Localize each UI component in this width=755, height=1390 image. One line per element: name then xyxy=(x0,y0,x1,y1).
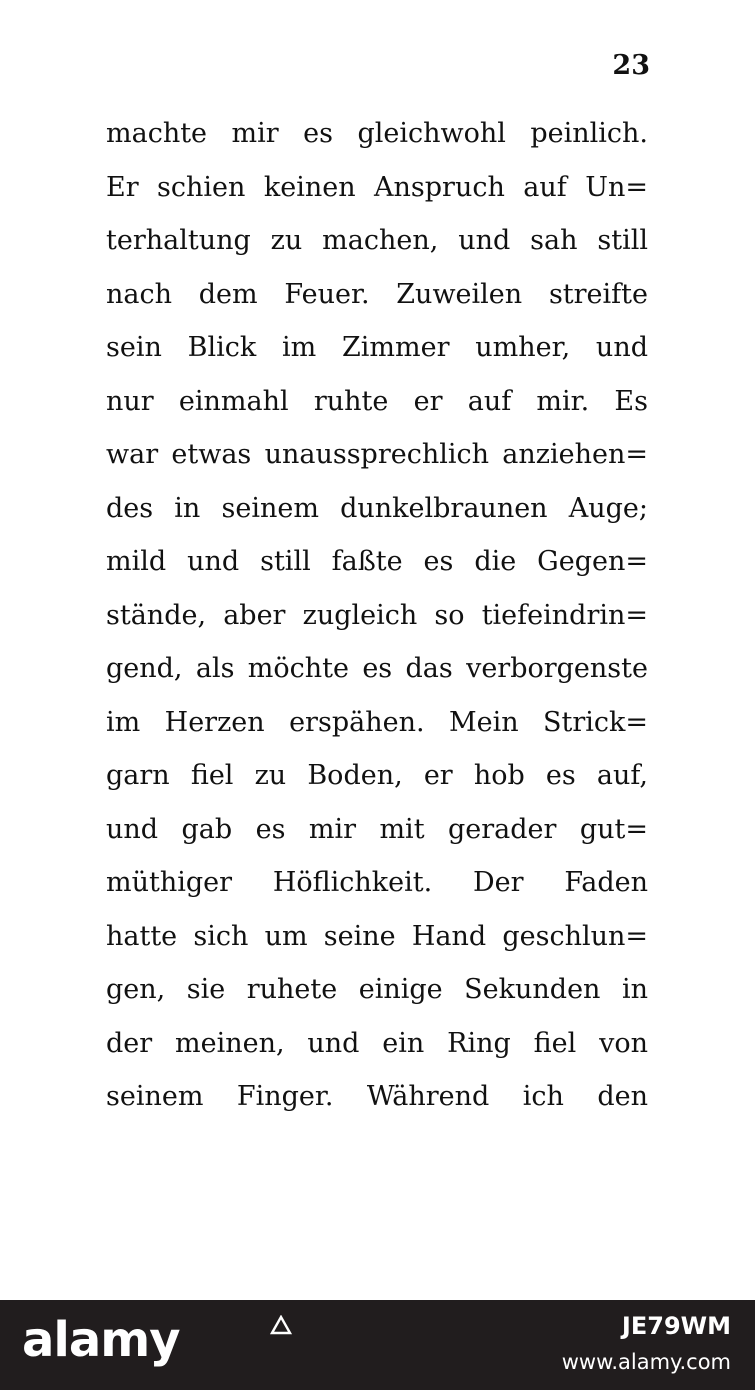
text-line: im Herzen erspähen. Mein Strick= xyxy=(106,706,648,738)
text-line: nach dem Feuer. Zuweilen streifte xyxy=(106,278,648,310)
image-id: JE79WM xyxy=(621,1312,731,1340)
text-line: der meinen, und ein Ring fiel von xyxy=(106,1027,648,1059)
text-line: und gab es mir mit gerader gut= xyxy=(106,813,648,845)
page-number: 23 xyxy=(612,50,650,81)
logo-mark-icon xyxy=(270,1315,292,1335)
site-url: www.alamy.com xyxy=(561,1350,731,1374)
text-line: stände, aber zugleich so tiefeindrin= xyxy=(106,599,648,631)
text-line: seinem Finger. Während ich den xyxy=(106,1081,648,1112)
brand-logo: alamy xyxy=(22,1312,180,1368)
text-line: müthiger Höflichkeit. Der Faden xyxy=(106,867,648,898)
page-text xyxy=(106,107,648,1124)
watermark-footer xyxy=(0,1300,755,1390)
text-line: garn fiel zu Boden, er hob es auf, xyxy=(106,760,648,791)
text-line: nur einmahl ruhte er auf mir. Es xyxy=(106,385,648,417)
text-line: gen, sie ruhete einige Sekunden in xyxy=(106,974,648,1005)
text-line: sein Blick im Zimmer umher, und xyxy=(106,332,648,363)
text-line: Er schien keinen Anspruch auf Un= xyxy=(106,171,648,203)
text-line: machte mir es gleichwohl peinlich. xyxy=(106,118,648,149)
text-line: hatte sich um seine Hand geschlun= xyxy=(106,920,648,952)
text-line: war etwas unaussprechlich anziehen= xyxy=(106,439,648,470)
text-line: gend, als möchte es das verborgenste xyxy=(106,653,648,684)
text-line: mild und still faßte es die Gegen= xyxy=(106,546,648,577)
text-line: terhaltung zu machen, und sah still xyxy=(106,225,648,256)
text-line: des in seinem dunkelbraunen Auge; xyxy=(106,492,648,524)
